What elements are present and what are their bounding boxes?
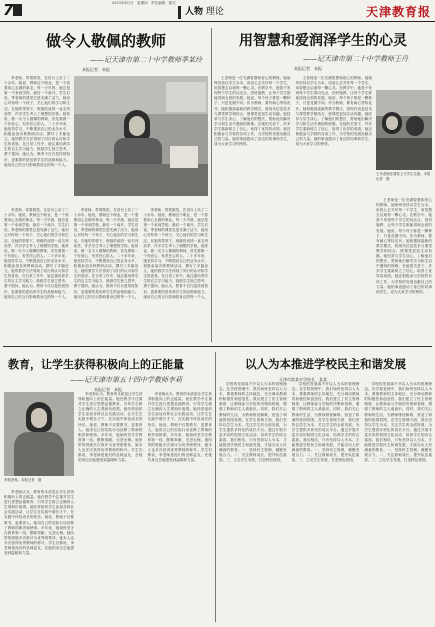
page-number: 7 xyxy=(3,1,14,19)
article-4-text-c: 学校的发展离不开以人为本的管理理念。在学校管理中，我们始终坚持以人为本，尊重教师的主体地位，充分调动教师的积极性和创造性。我们建立了民主管理制度，让教师参与学校的决策和管理，增强了教师的主人翁意识。同时，我们关心教师的生活，为教师排忧解难，营造了和谐的校园氛围。在学生管理方面，我们坚持以学生为本，关注学生的全面发展，为学生提供多样化的成长平台。通过开展丰富多彩的校园文化活动，培养学生的综合素质。我们相信，只有坚持以人为本，才能推进学校民主和谐发展，才能办出人民满意的教育。一、坚持民主管理，凝聚发展合力。二、关注教师成长，提升队伍素质。三、立足学生发展，打造特色校园。 xyxy=(364,382,432,463)
article-2-text-b: 王老师是一位充满智慧和爱心的教师。她始终坚持以学生为本，用爱心去关怀每一个学生，用智慧去启迪每一颗心灵。在教学中，她善于发现每个学生的闪光点，因材施教，让每个学生都能得到全面的发展。她说，每个孩子都是一颗种子，只是花期不同。作为教师，要有耐心等待花开。她积极探索新的教学模式，将现代信息技术与课堂教学相结合，使课堂更加生动有趣。她经常与学生谈心，了解他们的想法，帮助他们解决学习和生活中遇到的困难。在她的关爱下，许多学生重新树立了信心，取得了优异的成绩。她还积极参与学校的各项工作，为学校的发展贡献自己的力量。她的事迹感动了身边的同事和学生，成为大家学习的榜样。 xyxy=(295,76,372,147)
article-3-headline: 教育，让学生获得积极向上的正能量 xyxy=(8,358,184,371)
section-main: 人物 xyxy=(185,7,204,17)
article-2-byline: 本报记者 本报 xyxy=(294,66,322,71)
article-1-text-a: 李老师，带着微笑，在讲台上站了二十余年。她说，教师这个职业，是一个需要用心去做的事业。每一天早晨，她总是第一个来到学校，最后一个离开。学生们说，季老师的课堂总是充满了活力，她用心对待每一个孩子，关心他们的学习和生活。在她的带领下，班级的成绩一直名列前茅，许多学生考入了理想的学校。她常说，做一名令人敬佩的教师，首先要做一个有爱心、有责任心的人。二十多年来，她坚持学习，不断提高自己的业务水平，积极参加各种教研活动，撰写了多篇论文。她的教学方法得到了同行的认可和学生的喜爱。在日常工作中，她注重培养学生的自主学习能力，鼓励学生独立思考，勇于提问。她认为，教育不仅仅是传授知识，更重要的是培养学生的品格和能力。她用自己的言行影响着身边的每一个人。 xyxy=(4,76,70,167)
header-meta: 2013年8月日 星期四 责任编辑 版式 xyxy=(112,1,176,5)
column-divider xyxy=(211,28,212,342)
column-divider-bottom xyxy=(215,352,216,622)
page-number-block xyxy=(13,4,22,16)
article-3-text-c: 李老师认为，教育的本质是让学生获得积极向上的正能量。她在教学中注重对学生进行思想品德教育，引导学生树立正确的人生观和价值观。她经常组织学生参加各种社会实践活动，让学生在实践中增长才干，在实践中体验成长的快乐。她说，教师不仅要教书，更要育人。她用自己的实际行动诠释了教师的职责和使命。多年来，她始终坚守在教育第一线，默默奉献，无怨无悔。她所带的班级多次被评为优秀班集体，她本人也多次获得优秀教师的称号。学生们都说，李老师是他们的良师益友，在她的身边总能感受到温暖和力量。 xyxy=(147,392,212,463)
article-1-text-c: 李老师，带着微笑，在讲台上站了二十余年。她说，教师这个职业，是一个需要用心去做的事业。每一天早晨，她总是第一个来到学校，最后一个离开。学生们说，季老师的课堂总是充满了活力，她用心对待每一个孩子，关心他们的学习和生活。在她的带领下，班级的成绩一直名列前茅，许多学生考入了理想的学校。她常说，做一名令人敬佩的教师，首先要做一个有爱心、有责任心的人。二十多年来，她坚持学习，不断提高自己的业务水平，积极参加各种教研活动，撰写了多篇论文。她的教学方法得到了同行的认可和学生的喜爱。在日常工作中，她注重培养学生的自主学习能力，鼓励学生独立思考，勇于提问。她认为，教育不仅仅是传授知识，更重要的是培养学生的品格和能力。她用自己的言行影响着身边的每一个人。 xyxy=(73,208,139,299)
article-2 xyxy=(214,26,432,344)
brand-logo: 天津教育报 xyxy=(365,5,431,19)
article-3 xyxy=(4,350,212,624)
article-3-text-b: 李老师认为，教育的本质是让学生获得积极向上的正能量。她在教学中注重对学生进行思想品德教育，引导学生树立正确的人生观和价值观。她经常组织学生参加各种社会实践活动，让学生在实践中增长才干，在实践中体验成长的快乐。她说，教师不仅要教书，更要育人。她用自己的实际行动诠释了教师的职责和使命。多年来，她始终坚守在教育第一线，默默奉献，无怨无悔。她所带的班级多次被评为优秀班集体，她本人也多次获得优秀教师的称号。学生们都说，李老师是他们的良师益友，在她的身边总能感受到温暖和力量。 xyxy=(78,392,143,463)
article-1-text-b: 李老师，带着微笑，在讲台上站了二十余年。她说，教师这个职业，是一个需要用心去做的事业。每一天早晨，她总是第一个来到学校，最后一个离开。学生们说，季老师的课堂总是充满了活力，她用心对待每一个孩子，关心他们的学习和生活。在她的带领下，班级的成绩一直名列前茅，许多学生考入了理想的学校。她常说，做一名令人敬佩的教师，首先要做一个有爱心、有责任心的人。二十多年来，她坚持学习，不断提高自己的业务水平，积极参加各种教研活动，撰写了多篇论文。她的教学方法得到了同行的认可和学生的喜爱。在日常工作中，她注重培养学生的自主学习能力，鼓励学生独立思考，勇于提问。她认为，教育不仅仅是传授知识，更重要的是培养学生的品格和能力。她用自己的言行影响着身边的每一个人。 xyxy=(4,208,69,299)
article-1-byline: 本报记者 本报 xyxy=(82,67,110,72)
article-1-subhead: ——记天津市第二十中学教师季某玲 xyxy=(90,56,202,64)
section-sub: 理论 xyxy=(205,7,224,17)
section-divider xyxy=(3,346,432,347)
article-2-photo xyxy=(376,90,432,170)
article-1-text-d: 李老师，带着微笑，在讲台上站了二十余年。她说，教师这个职业，是一个需要用心去做的事业。每一天早晨，她总是第一个来到学校，最后一个离开。学生们说，季老师的课堂总是充满了活力，她用心对待每一个孩子，关心他们的学习和生活。在她的带领下，班级的成绩一直名列前茅，许多学生考入了理想的学校。她常说，做一名令人敬佩的教师，首先要做一个有爱心、有责任心的人。二十多年来，她坚持学习，不断提高自己的业务水平，积极参加各种教研活动，撰写了多篇论文。她的教学方法得到了同行的认可和学生的喜爱。在日常工作中，她注重培养学生的自主学习能力，鼓励学生独立思考，勇于提问。她认为，教育不仅仅是传授知识，更重要的是培养学生的品格和能力。她用自己的言行影响着身边的每一个人。 xyxy=(143,208,208,299)
article-2-caption: 王丹老师在课堂上与学生交流。本报记者 摄 xyxy=(376,172,431,181)
article-3-caption: 李莉老师。本报记者 摄 xyxy=(4,478,42,482)
article-3-photo xyxy=(4,392,74,476)
article-1 xyxy=(4,26,208,344)
article-1-caption xyxy=(74,198,208,206)
article-2-text-a: 王老师是一位充满智慧和爱心的教师。她始终坚持以学生为本，用爱心去关怀每一个学生，用智慧去启迪每一颗心灵。在教学中，她善于发现每个学生的闪光点，因材施教，让每个学生都能得到全面的发展。她说，每个孩子都是一颗种子，只是花期不同。作为教师，要有耐心等待花开。她积极探索新的教学模式，将现代信息技术与课堂教学相结合，使课堂更加生动有趣。她经常与学生谈心，了解他们的想法，帮助他们解决学习和生活中遇到的困难。在她的关爱下，许多学生重新树立了信心，取得了优异的成绩。她还积极参与学校的各项工作，为学校的发展贡献自己的力量。她的事迹感动了身边的同事和学生，成为大家学习的榜样。 xyxy=(214,76,291,147)
masthead xyxy=(0,0,435,22)
article-1-headline: 做令人敬佩的教师 xyxy=(45,32,166,50)
article-2-subhead: ——记天津市第二十中学教师王丹 xyxy=(303,55,408,63)
article-1-photo xyxy=(74,76,208,196)
article-4 xyxy=(219,350,432,624)
article-2-text-c: 王老师是一位充满智慧和爱心的教师。她始终坚持以学生为本，用爱心去关怀每一个学生，用智慧去启迪每一颗心灵。在教学中，她善于发现每个学生的闪光点，因材施教，让每个学生都能得到全面的发展。她说，每个孩子都是一颗种子，只是花期不同。作为教师，要有耐心等待花开。她积极探索新的教学模式，将现代信息技术与课堂教学相结合，使课堂更加生动有趣。她经常与学生谈心，了解他们的想法，帮助他们解决学习和生活中遇到的困难。在她的关爱下，许多学生重新树立了信心，取得了优异的成绩。她还积极参与学校的各项工作，为学校的发展贡献自己的力量。她的事迹感动了身边的同事和学生，成为大家学习的榜样。 xyxy=(376,198,432,294)
article-4-headline: 以人为本推进学校民主和谐发展 xyxy=(245,357,406,371)
article-3-byline: 本报记者 本报 xyxy=(94,387,122,392)
article-3-subhead: ——记天津市第五十四中学教师李莉 xyxy=(70,376,182,384)
article-4-text-b: 学校的发展离不开以人为本的管理理念。在学校管理中，我们始终坚持以人为本，尊重教师的主体地位，充分调动教师的积极性和创造性。我们建立了民主管理制度，让教师参与学校的决策和管理，增强了教师的主人翁意识。同时，我们关心教师的生活，为教师排忧解难，营造了和谐的校园氛围。在学生管理方面，我们坚持以学生为本，关注学生的全面发展，为学生提供多样化的成长平台。通过开展丰富多彩的校园文化活动，培养学生的综合素质。我们相信，只有坚持以人为本，才能推进学校民主和谐发展，才能办出人民满意的教育。一、坚持民主管理，凝聚发展合力。二、关注教师成长，提升队伍素质。三、立足学生发展，打造特色校园。 xyxy=(291,382,360,463)
article-4-byline: 天津市第某中学校长 某某 xyxy=(279,377,327,382)
article-4-text-a: 学校的发展离不开以人为本的管理理念。在学校管理中，我们始终坚持以人为本，尊重教师的主体地位，充分调动教师的积极性和创造性。我们建立了民主管理制度，让教师参与学校的决策和管理，增强了教师的主人翁意识。同时，我们关心教师的生活，为教师排忧解难，营造了和谐的校园氛围。在学生管理方面，我们坚持以学生为本，关注学生的全面发展，为学生提供多样化的成长平台。通过开展丰富多彩的校园文化活动，培养学生的综合素质。我们相信，只有坚持以人为本，才能推进学校民主和谐发展，才能办出人民满意的教育。一、坚持民主管理，凝聚发展合力。二、关注教师成长，提升队伍素质。三、立足学生发展，打造特色校园。 xyxy=(219,382,287,463)
article-2-headline: 用智慧和爱润泽学生的心灵 xyxy=(239,33,407,49)
article-3-text-a: 李老师认为，教育的本质是让学生获得积极向上的正能量。她在教学中注重对学生进行思想品德教育，引导学生树立正确的人生观和价值观。她经常组织学生参加各种社会实践活动，让学生在实践中增长才干，在实践中体验成长的快乐。她说，教师不仅要教书，更要育人。她用自己的实际行动诠释了教师的职责和使命。多年来，她始终坚守在教育第一线，默默奉献，无怨无悔。她所带的班级多次被评为优秀班集体，她本人也多次获得优秀教师的称号。学生们都说，李老师是他们的良师益友，在她的身边总能感受到温暖和力量。 xyxy=(4,490,74,556)
section-tag xyxy=(178,6,228,19)
